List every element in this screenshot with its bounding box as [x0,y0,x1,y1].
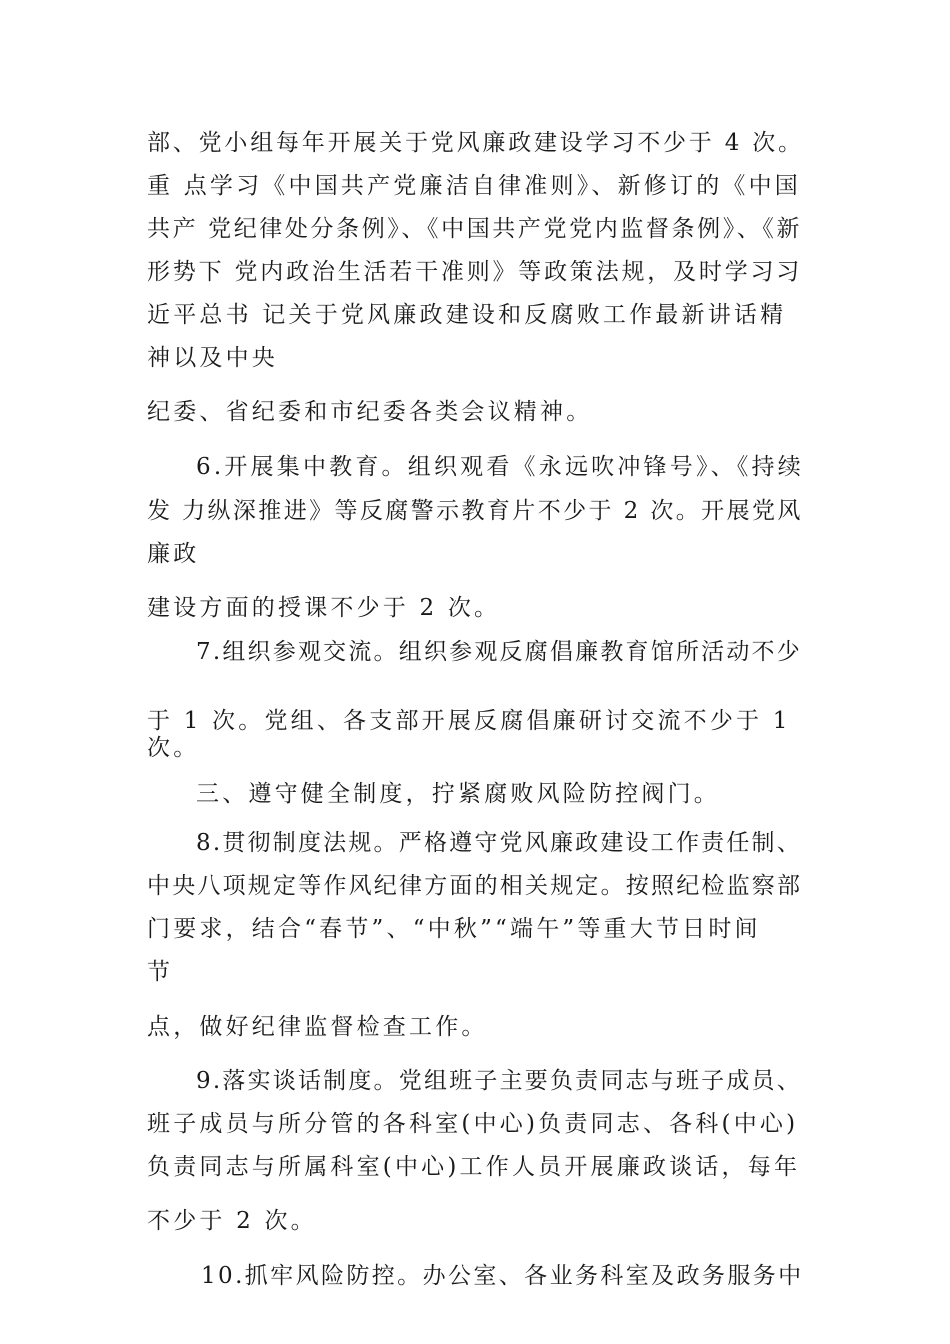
text-line: 重 点学习《中国共产党廉洁自律准则》、新修订的《中国 [147,173,802,199]
paragraph-6-start: 6.开展集中教育。组织观看《永远吹冲锋号》、《持续 [196,454,804,480]
text-line: 纪委、省纪委和市纪委各类会议精神。 [147,399,593,425]
text-line: 门要求，结合“春节”、“中秋”“端午”等重大节日时间 [147,916,761,942]
paragraph-9-start: 9.落实谈话制度。党组班子主要负责同志与班子成员、 [196,1068,802,1094]
text-line: 共产 党纪律处分条例》、《中国共产党党内监督条例》、《新 [147,216,803,242]
text-line: 形势下 党内政治生活若干准则》等政策法规，及时学习习 [147,259,803,285]
text-line: 建设方面的授课不少于 2 次。 [147,595,501,621]
paragraph-7-start: 7.组织参观交流。组织参观反腐倡廉教育馆所活动不少 [196,639,802,665]
text-line: 中央八项规定等作风纪律方面的相关规定。按照纪检监察部 [147,873,803,899]
section-heading: 三、遵守健全制度，拧紧腐败风险防控阀门。 [196,781,720,807]
text-line: 于 1 次。党组、各支部开展反腐倡廉研讨交流不少于 1 [147,708,791,734]
paragraph-8-start: 8.贯彻制度法规。严格遵守党风廉政建设工作责任制、 [196,830,802,856]
text-line: 廉政 [147,541,200,567]
text-line: 次。 [147,735,200,761]
text-line: 节 [147,959,174,985]
text-line: 近平总书 记关于党风廉政建设和反腐败工作最新讲话精 [147,302,787,328]
text-line: 负责同志与所属科室(中心)工作人员开展廉政谈话，每年 [147,1154,801,1180]
text-line: 神以及中央 [147,345,278,371]
text-line: 不少于 2 次。 [147,1208,317,1234]
paragraph-10-start: 10.抓牢风险防控。办公室、各业务科室及政务服务中 [201,1263,804,1289]
text-line: 发 力纵深推进》等反腐警示教育片不少于 2 次。开展党风 [147,498,803,524]
text-line: 班子成员与所分管的各科室(中心)负责同志、各科(中心) [147,1111,799,1137]
text-line: 部、党小组每年开展关于党风廉政建设学习不少于 4 次。 [147,130,804,156]
text-line: 点，做好纪律监督检查工作。 [147,1014,488,1040]
